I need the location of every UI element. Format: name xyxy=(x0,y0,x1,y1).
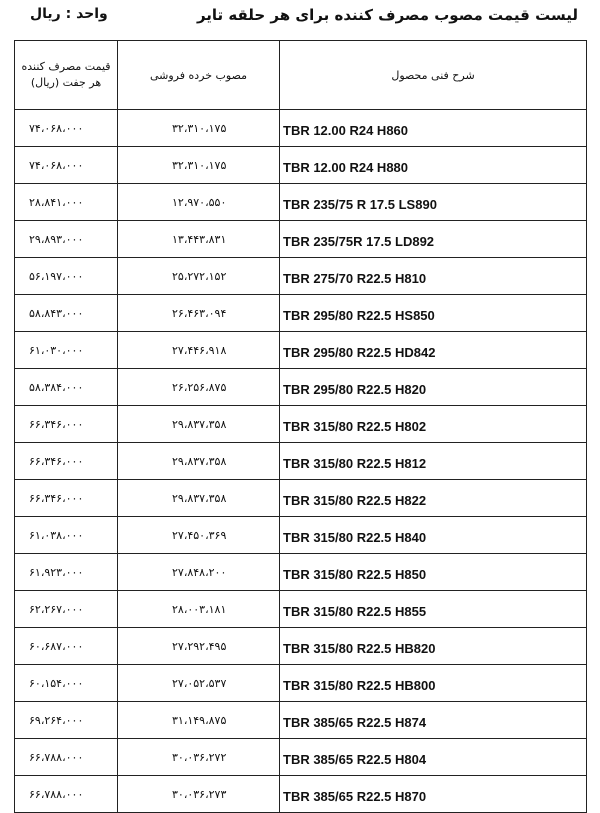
table-body xyxy=(15,110,587,813)
consumer-price-cell: ۵۸،۸۴۳،۰۰۰ xyxy=(15,295,118,332)
consumer-price-cell: ۷۴،۰۶۸،۰۰۰ xyxy=(15,110,118,147)
consumer-price-cell: ۶۰،۱۵۴،۰۰۰ xyxy=(15,665,118,702)
retail-price-cell: ۲۷،۸۴۸،۲۰۰ xyxy=(118,554,280,591)
document-header xyxy=(0,0,600,38)
consumer-price-cell: ۷۴،۰۶۸،۰۰۰ xyxy=(15,147,118,184)
table-row xyxy=(15,776,587,813)
description-cell: TBR 295/80 R22.5 H820 xyxy=(280,369,587,406)
description-header: شرح فنی محصول xyxy=(280,41,587,110)
consumer-price-cell: ۵۸،۳۸۴،۰۰۰ xyxy=(15,369,118,406)
retail-price-cell: ۳۰،۰۳۶،۲۷۲ xyxy=(118,739,280,776)
table-row xyxy=(15,517,587,554)
table-row xyxy=(15,702,587,739)
description-cell: TBR 315/80 R22.5 H802 xyxy=(280,406,587,443)
consumer-price-cell: ۶۶،۷۸۸،۰۰۰ xyxy=(15,776,118,813)
table-row xyxy=(15,628,587,665)
consumer-price-cell: ۵۶،۱۹۷،۰۰۰ xyxy=(15,258,118,295)
consumer-price-cell: ۶۶،۳۴۶،۰۰۰ xyxy=(15,480,118,517)
retail-price-cell: ۲۵،۲۷۲،۱۵۲ xyxy=(118,258,280,295)
consumer-price-cell: ۶۱،۰۳۸،۰۰۰ xyxy=(15,517,118,554)
retail-price-cell: ۲۷،۴۵۰،۳۶۹ xyxy=(118,517,280,554)
document-title: لیست قیمت مصوب مصرف کننده برای هر حلقه تایر xyxy=(196,6,578,24)
description-cell: TBR 12.00 R24 H880 xyxy=(280,147,587,184)
description-cell: TBR 235/75 R 17.5 LS890 xyxy=(280,184,587,221)
retail-price-cell: ۳۰،۰۳۶،۲۷۳ xyxy=(118,776,280,813)
retail-price-cell: ۲۹،۸۳۷،۳۵۸ xyxy=(118,480,280,517)
retail-price-cell: ۲۶،۲۵۶،۸۷۵ xyxy=(118,369,280,406)
retail-price-cell: ۱۲،۹۷۰،۵۵۰ xyxy=(118,184,280,221)
retail-price-cell: ۳۱،۱۴۹،۸۷۵ xyxy=(118,702,280,739)
consumer-price-cell: ۶۶،۷۸۸،۰۰۰ xyxy=(15,739,118,776)
description-cell: TBR 385/65 R22.5 H804 xyxy=(280,739,587,776)
table-row xyxy=(15,443,587,480)
description-cell: TBR 315/80 R22.5 H850 xyxy=(280,554,587,591)
table-row xyxy=(15,258,587,295)
retail-price-cell: ۱۳،۴۴۳،۸۳۱ xyxy=(118,221,280,258)
consumer-price-cell: ۲۸،۸۴۱،۰۰۰ xyxy=(15,184,118,221)
price-table xyxy=(14,40,587,813)
table-row xyxy=(15,665,587,702)
description-cell: TBR 315/80 R22.5 H812 xyxy=(280,443,587,480)
consumer-price-header-line1: قیمت مصرف کننده xyxy=(21,60,111,73)
consumer-price-header xyxy=(15,41,118,110)
retail-price-cell: ۳۲،۳۱۰،۱۷۵ xyxy=(118,147,280,184)
table-row xyxy=(15,184,587,221)
consumer-price-cell: ۶۹،۲۶۴،۰۰۰ xyxy=(15,702,118,739)
table-row xyxy=(15,332,587,369)
retail-price-cell: ۲۷،۰۵۲،۵۳۷ xyxy=(118,665,280,702)
description-cell: TBR 315/80 R22.5 H822 xyxy=(280,480,587,517)
retail-price-header: مصوب خرده فروشی xyxy=(118,41,280,110)
consumer-price-header-line2: هر جفت (ریال) xyxy=(30,76,102,89)
table-row xyxy=(15,147,587,184)
description-cell: TBR 295/80 R22.5 HS850 xyxy=(280,295,587,332)
description-cell: TBR 315/80 R22.5 HB820 xyxy=(280,628,587,665)
description-cell: TBR 275/70 R22.5 H810 xyxy=(280,258,587,295)
table-row xyxy=(15,480,587,517)
consumer-price-cell: ۲۹،۸۹۳،۰۰۰ xyxy=(15,221,118,258)
table-row xyxy=(15,739,587,776)
description-cell: TBR 12.00 R24 H860 xyxy=(280,110,587,147)
table-row xyxy=(15,221,587,258)
table-row xyxy=(15,369,587,406)
table-row xyxy=(15,295,587,332)
retail-price-cell: ۲۷،۲۹۲،۴۹۵ xyxy=(118,628,280,665)
retail-price-cell: ۲۶،۴۶۳،۰۹۴ xyxy=(118,295,280,332)
description-cell: TBR 235/75R 17.5 LD892 xyxy=(280,221,587,258)
table-row xyxy=(15,406,587,443)
description-cell: TBR 315/80 R22.5 HB800 xyxy=(280,665,587,702)
consumer-price-cell: ۶۲،۲۶۷،۰۰۰ xyxy=(15,591,118,628)
consumer-price-cell: ۶۶،۳۴۶،۰۰۰ xyxy=(15,443,118,480)
table-row xyxy=(15,591,587,628)
retail-price-cell: ۲۸،۰۰۳،۱۸۱ xyxy=(118,591,280,628)
description-cell: TBR 315/80 R22.5 H840 xyxy=(280,517,587,554)
consumer-price-cell: ۶۱،۹۲۳،۰۰۰ xyxy=(15,554,118,591)
description-cell: TBR 385/65 R22.5 H874 xyxy=(280,702,587,739)
description-cell: TBR 295/80 R22.5 HD842 xyxy=(280,332,587,369)
table-row xyxy=(15,110,587,147)
consumer-price-cell: ۶۰،۶۸۷،۰۰۰ xyxy=(15,628,118,665)
retail-price-cell: ۲۹،۸۳۷،۳۵۸ xyxy=(118,443,280,480)
consumer-price-cell: ۶۶،۳۴۶،۰۰۰ xyxy=(15,406,118,443)
unit-label: واحد : ریال xyxy=(30,6,108,22)
description-cell: TBR 315/80 R22.5 H855 xyxy=(280,591,587,628)
description-cell: TBR 385/65 R22.5 H870 xyxy=(280,776,587,813)
retail-price-cell: ۲۹،۸۳۷،۳۵۸ xyxy=(118,406,280,443)
retail-price-cell: ۳۲،۳۱۰،۱۷۵ xyxy=(118,110,280,147)
table-header-row xyxy=(15,41,587,110)
consumer-price-cell: ۶۱،۰۳۰،۰۰۰ xyxy=(15,332,118,369)
table-row xyxy=(15,554,587,591)
retail-price-cell: ۲۷،۴۴۶،۹۱۸ xyxy=(118,332,280,369)
